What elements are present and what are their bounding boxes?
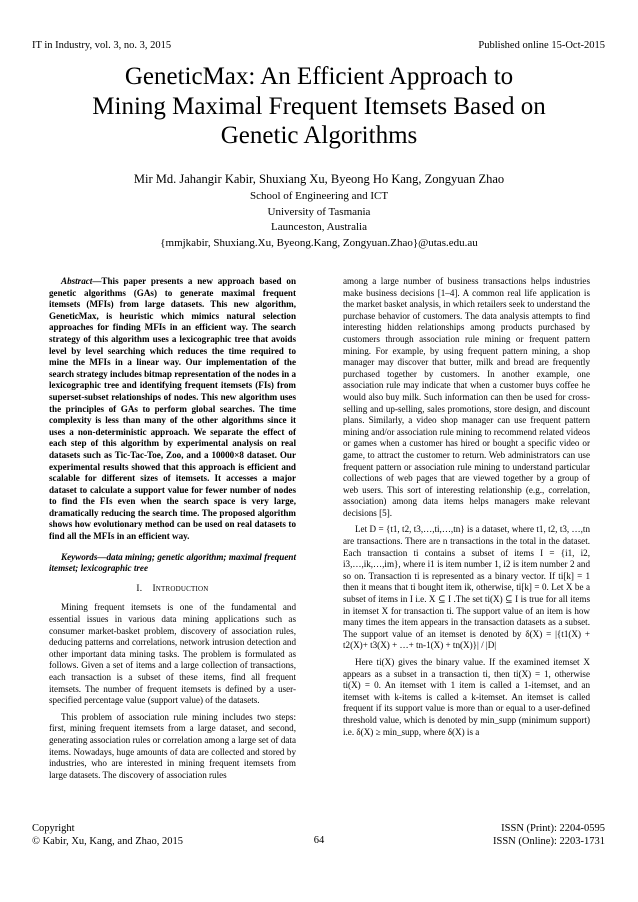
affiliation-email: {mmjkabir, Shuxiang.Xu, Byeong.Kang, Zongyuan.Zhao}@utas.edu.au bbox=[160, 236, 478, 249]
paper-title bbox=[40, 62, 598, 151]
section-title: Introduction bbox=[152, 583, 209, 594]
body-paragraph-definitions: Let D = {t1, t2, t3,…,ti,…,tn} is a dataset, where t1, t2, t3, …,tn are transactions. There are n transactions in the total in the dataset. Each transaction ti contains a subset of items I = {i1, i2, i3,…,ik,…,im}, where i1 is item number 1, i2 is item number 2 and so on. Transaction ti is represented as a binary vector. If ti[k] = 1 then it means that ti bought item ik, otherwise, ti[k] = 0. Let X be a subset of items in I i.e. X ⊆ I .The set ti(X) ⊆ I is true for all items in itemset X for transaction ti. The support value of an item is how many times the item appears in the transaction datasets as a subset. The support value of an itemset is denoted by δ(X) = |{t1(X) + t2(X)+ t3(X) + …+ tn-1(X) + tn(X)}| / |D| bbox=[343, 524, 590, 651]
copyright-label: Copyright bbox=[32, 823, 75, 834]
keywords bbox=[49, 552, 296, 575]
left-column bbox=[49, 276, 296, 786]
abstract bbox=[49, 276, 296, 543]
section-heading bbox=[49, 584, 296, 596]
keywords-text: data mining; genetic algorithm; maximal frequent itemset; lexicographic tree bbox=[49, 551, 296, 574]
title-line: Mining Maximal Frequent Itemsets Based on bbox=[92, 92, 546, 120]
published-date: Published online 15-Oct-2015 bbox=[478, 40, 605, 51]
body-paragraph: Here ti(X) gives the binary value. If the examined itemset X appears as a subset in a transaction ti, then ti(X) = 1, otherwise ti(X) = 0. An itemset with 1 item is called a 1-itemset, and an itemset with k-items is called a k-itemset. An itemset is called frequent if its support value is more than or equal to a user-defined threshold value, which is denoted by min_supp (minimum support) i.e. δ(X) ≥ min_supp, where δ(X) is a bbox=[343, 657, 590, 737]
abstract-text: —This paper presents a new approach based on genetic algorithms (GAs) to generate maximal frequent itemsets (MFIs) from large datasets. This new algorithm, GeneticMax, is heuristic which mimics natural selection approaches for finding MFIs in an efficient way. The search strategy of this algorithm uses a lexicographic tree that avoids level by level searching which reduces the time required to mine the MFIs in a linear way. Our implementation of the search strategy includes bitmap representation of the nodes in a lexicographic tree and identifying frequent itemsets (FIs) from superset-subset relationships of nodes. This new algorithm uses the principles of GAs to perform global searches. The time complexity is less than many of the other algorithms since it uses a non-deterministic approach. We separate the effect of each step of this algorithm by experimental analysis on real datasets such as Tic-Tac-Toe, Zoo, and a 10000×8 dataset. Our experimental results showed that this approach is efficient and scalable for different sizes of itemsets. It accesses a major dataset to calculate a support value for fewer number of nodes to find the FIs even when the search space is very large, dramatically reducing the search time. The proposed algorithm shows how evolutionary method can be used on real datasets to find all the MFIs in an efficient way. bbox=[49, 276, 296, 542]
keywords-lead: Keywords— bbox=[61, 551, 107, 562]
section-number: I. bbox=[136, 583, 143, 594]
journal-header: IT in Industry, vol. 3, no. 3, 2015 bbox=[32, 40, 172, 51]
page-number: 64 bbox=[313, 835, 325, 846]
affiliation-line: University of Tasmania bbox=[267, 205, 371, 218]
title-line: Genetic Algorithms bbox=[220, 122, 418, 149]
affiliation-line: School of Engineering and ICT bbox=[249, 190, 389, 202]
body-paragraph: among a large number of business transactions helps industries make business decisions [1–4]. A common real life application is the market basket analysis, in which retailers seek to understand the purchase behavior of customers. The data analysis attempts to find interesting hidden relationships among products purchased by customers through association rule mining or frequent pattern mining. For example, by using frequent pattern mining, a shop manager may discover that butter, milk and bread are frequently purchased together by customers. In another example, one association rule may indicate that when a customer buys coffee he would also buy milk. Such information can then be used for cross-selling and up-selling, sales promotions, store design, and discount plans. Similarly, a video shop manager can use frequent pattern mining and/or association rule mining to recommend related videos or games when a customer has hired or bought a specific video or game, to attract the customer to return. Web administrators can use frequent pattern or association rule mining to understand particular collections of web pages that are viewed together by a group of web users. This sort of interesting relationship (e.g., correlation, association) among data items helps managers make relevant decisions [5]. bbox=[343, 276, 590, 518]
footer-issn bbox=[493, 822, 605, 848]
affiliation-line: Launceston, Australia bbox=[271, 221, 367, 234]
issn-online: ISSN (Online): 2203-1731 bbox=[493, 836, 605, 847]
title-line: GeneticMax: An Efficient Approach to bbox=[124, 63, 514, 90]
author-list: Mir Md. Jahangir Kabir, Shuxiang Xu, Byeong Ho Kang, Zongyuan Zhao bbox=[133, 172, 505, 186]
intro-paragraph: This problem of association rule mining includes two steps: first, mining frequent itemsets from a large dataset, and second, generating association rules or correlation among a large set of data items. Nowadays, huge amounts of data are collected and stored by industries, who are interested in mining frequent itemsets from large datasets. The discovery of association rules bbox=[49, 711, 296, 780]
affiliation bbox=[40, 189, 598, 251]
abstract-lead: Abstract bbox=[61, 276, 93, 286]
copyright-holders: © Kabir, Xu, Kang, and Zhao, 2015 bbox=[32, 836, 184, 847]
right-column bbox=[343, 276, 590, 743]
intro-paragraph: Mining frequent itemsets is one of the fundamental and essential issues in various data mining applications such as consumer market-basket problem, discovery of association rules, deducing patterns and correlations, network intrusion detection and other important data mining tasks. The problem is formulated as follows. Given a set of items and a large collection of transactions, each transaction is a subset of these items, find all frequent itemsets. The number of frequent itemsets is defined by a user-specified percentage value (support value) of the datasets. bbox=[49, 602, 296, 706]
issn-print: ISSN (Print): 2204-0595 bbox=[501, 823, 605, 834]
